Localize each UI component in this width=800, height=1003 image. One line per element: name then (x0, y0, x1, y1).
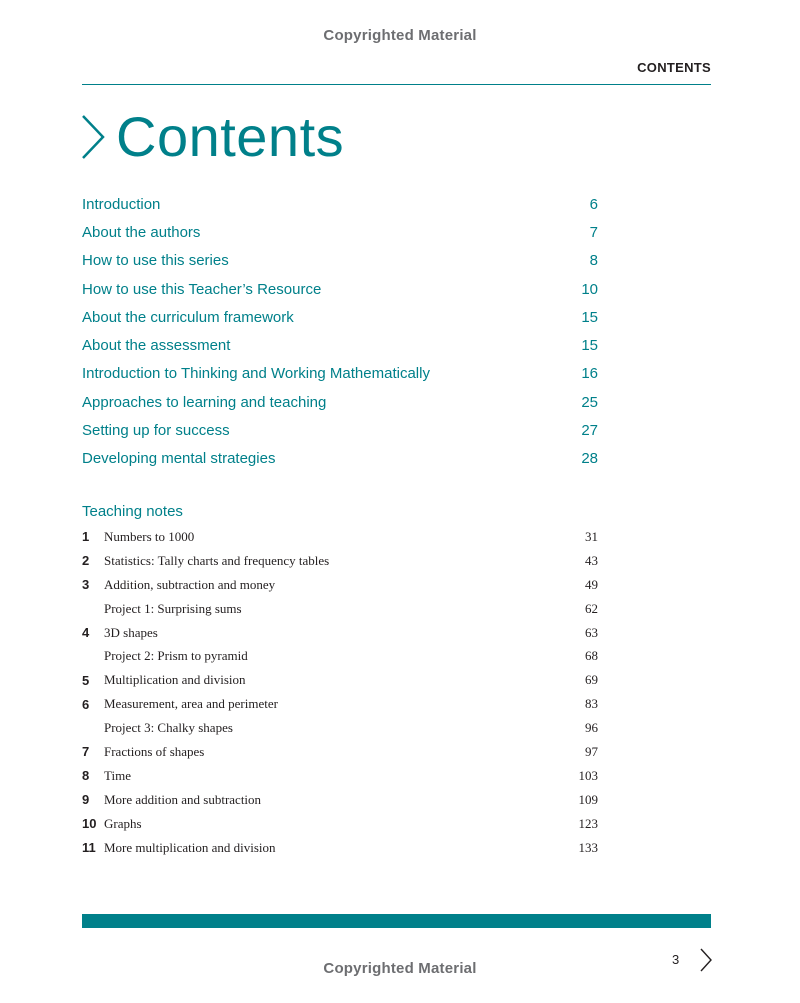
contents-entry-title: About the authors (82, 223, 201, 241)
unit-title: Addition, subtraction and money (104, 576, 276, 592)
unit-title: Project 2: Prism to pyramid (104, 648, 248, 664)
unit-page: 43 (585, 552, 598, 568)
header-rule (82, 84, 711, 85)
contents-entry[interactable] (82, 190, 598, 218)
contents-entry-page: 6 (589, 195, 598, 213)
contents-entry-title: Developing mental strategies (82, 450, 276, 468)
teaching-notes-list (82, 525, 598, 859)
unit-title: 3D shapes (104, 624, 158, 640)
unit-page: 97 (585, 743, 598, 759)
unit-title: Project 1: Surprising sums (104, 600, 242, 616)
contents-entry-page: 15 (581, 308, 598, 326)
contents-entry-page: 7 (589, 223, 598, 241)
unit-page: 109 (578, 791, 598, 807)
unit-number: 8 (82, 768, 90, 784)
teaching-notes-entry[interactable] (82, 525, 598, 549)
contents-main-list (82, 190, 598, 473)
contents-entry-title: Setting up for success (82, 422, 230, 440)
unit-number: 4 (82, 625, 90, 640)
unit-page: 49 (585, 576, 598, 592)
running-head: CONTENTS (637, 60, 711, 75)
unit-page: 83 (585, 696, 598, 712)
unit-number: 5 (82, 672, 90, 688)
contents-entry[interactable] (82, 445, 598, 473)
unit-number: 6 (82, 696, 90, 712)
teaching-notes-heading: Teaching notes (82, 503, 183, 520)
unit-title: Measurement, area and perimeter (104, 696, 278, 712)
contents-entry-title: About the curriculum framework (82, 308, 294, 326)
unit-page: 103 (578, 767, 598, 783)
unit-page: 31 (585, 528, 598, 544)
teaching-notes-entry[interactable] (82, 549, 598, 573)
unit-title: Fractions of shapes (104, 743, 205, 759)
page-number: 3 (672, 952, 680, 967)
contents-entry[interactable] (82, 275, 598, 303)
unit-page: 63 (585, 624, 598, 640)
teaching-notes-entry[interactable] (82, 836, 598, 860)
teaching-notes-entry[interactable] (82, 597, 598, 621)
teaching-notes-entry[interactable] (82, 716, 598, 740)
unit-title: Project 3: Chalky shapes (104, 720, 233, 736)
contents-entry[interactable] (82, 416, 598, 444)
footer-bar (82, 914, 711, 928)
unit-number: 11 (82, 840, 96, 856)
unit-title: Time (104, 767, 131, 783)
contents-entry-page: 10 (581, 280, 598, 298)
unit-title: Numbers to 1000 (104, 528, 195, 544)
teaching-notes-entry[interactable] (82, 764, 598, 788)
contents-entry-page: 27 (581, 422, 598, 440)
unit-number: 3 (82, 577, 90, 593)
unit-number: 10 (82, 816, 97, 832)
contents-entry-page: 25 (581, 393, 598, 411)
unit-title: More multiplication and division (104, 839, 276, 855)
unit-number: 2 (82, 553, 90, 569)
contents-entry[interactable] (82, 331, 598, 359)
contents-entry-page: 8 (589, 252, 598, 270)
contents-entry-page: 28 (581, 450, 598, 468)
contents-entry[interactable] (82, 303, 598, 331)
contents-entry-page: 16 (581, 365, 598, 383)
chevron-right-icon (80, 114, 106, 160)
unit-title: Multiplication and division (104, 672, 246, 688)
unit-number: 9 (82, 792, 90, 808)
contents-entry[interactable] (82, 388, 598, 416)
contents-entry-title: How to use this series (82, 252, 229, 270)
contents-entry-title: Approaches to learning and teaching (82, 393, 327, 411)
unit-title: Statistics: Tally charts and frequency tables (104, 552, 330, 568)
contents-entry-title: About the assessment (82, 337, 231, 355)
teaching-notes-entry[interactable] (82, 573, 598, 597)
contents-entry[interactable] (82, 247, 598, 275)
unit-number: 1 (82, 529, 90, 545)
contents-entry[interactable] (82, 218, 598, 246)
contents-entry-title: Introduction (82, 195, 161, 213)
contents-entry-title: Introduction to Thinking and Working Mathematically (82, 365, 430, 383)
contents-entry-page: 15 (581, 337, 598, 355)
teaching-notes-entry[interactable] (82, 788, 598, 812)
contents-entry-title: How to use this Teacher’s Resource (82, 280, 322, 298)
teaching-notes-entry[interactable] (82, 668, 598, 692)
teaching-notes-entry[interactable] (82, 692, 598, 716)
page-title-group (80, 104, 344, 170)
teaching-notes-entry[interactable] (82, 812, 598, 836)
unit-page: 62 (585, 600, 598, 616)
unit-page: 123 (578, 815, 598, 831)
unit-page: 133 (578, 839, 598, 855)
unit-number: 7 (82, 744, 90, 760)
unit-page: 96 (585, 720, 598, 736)
page-title: Contents (116, 105, 345, 168)
unit-page: 69 (585, 672, 598, 688)
teaching-notes-entry[interactable] (82, 644, 598, 668)
teaching-notes-entry[interactable] (82, 621, 598, 645)
unit-title: More addition and subtraction (104, 791, 262, 807)
watermark-bottom: Copyrighted Material (323, 960, 477, 977)
unit-page: 68 (585, 648, 598, 664)
contents-entry[interactable] (82, 360, 598, 388)
teaching-notes-entry[interactable] (82, 740, 598, 764)
watermark-top: Copyrighted Material (323, 27, 477, 44)
unit-title: Graphs (104, 815, 142, 831)
